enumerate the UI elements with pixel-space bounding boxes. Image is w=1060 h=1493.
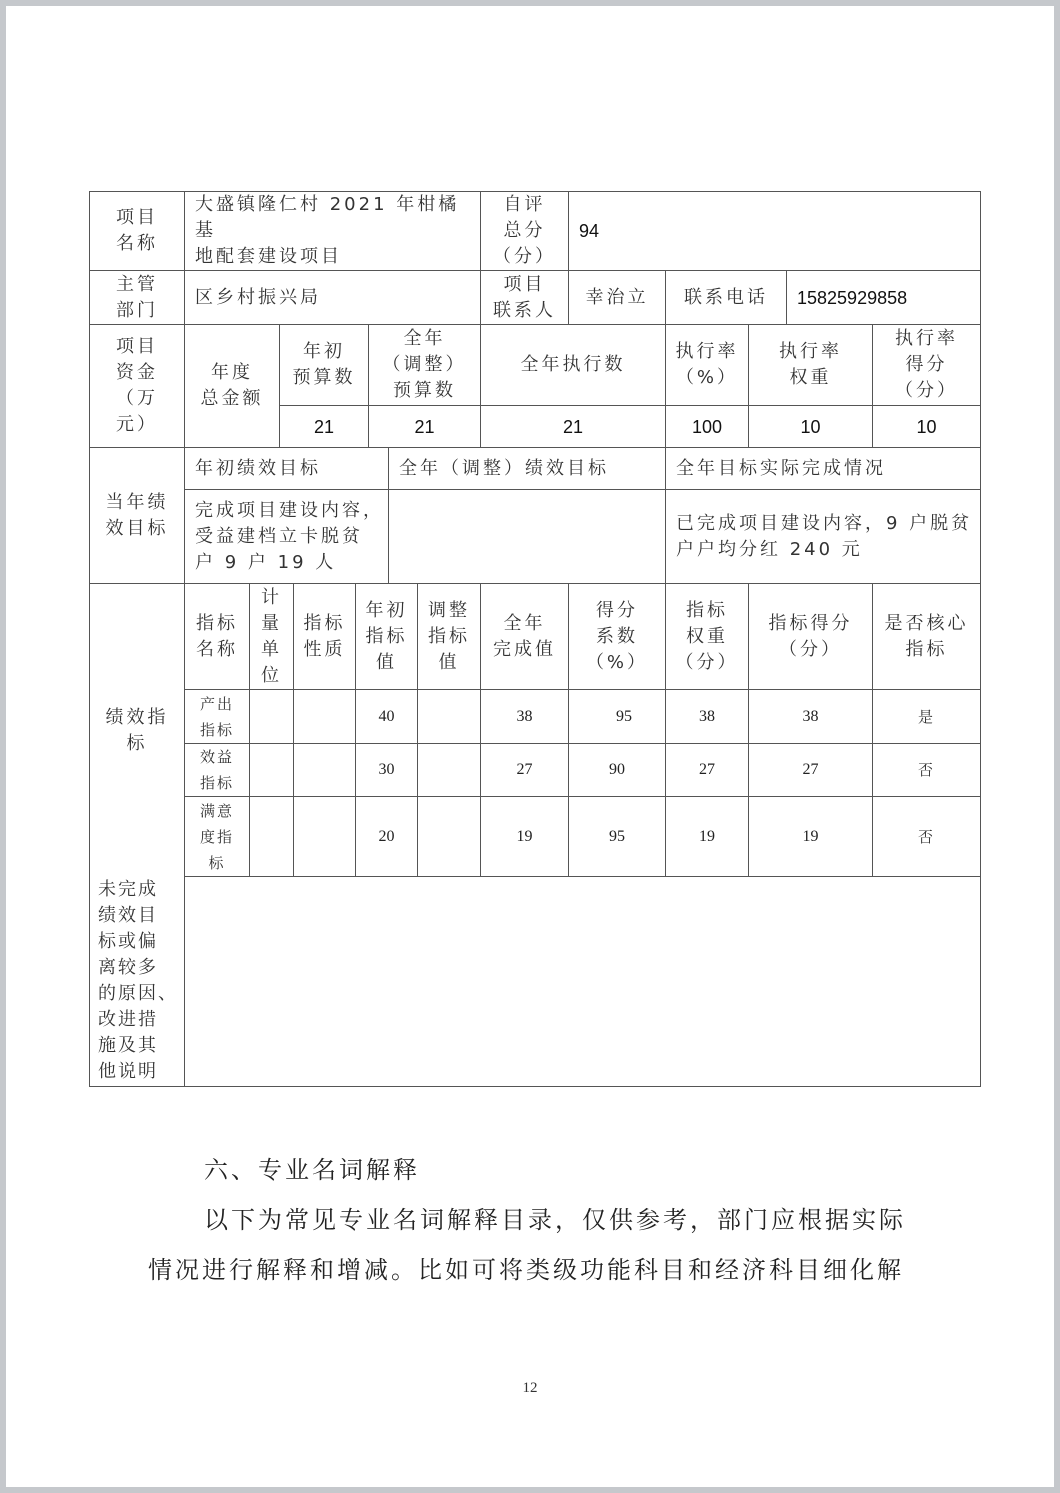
ind-row-adjusted: [417, 689, 481, 744]
dept-label: 主管 部门: [89, 270, 185, 325]
ind-header-adjusted: 调整 指标 值: [417, 583, 481, 690]
funds-header-initial: 年初 预算数: [279, 324, 369, 406]
ind-row-weight: 27: [665, 743, 749, 797]
self-score-value: 94: [568, 191, 981, 271]
funds-value-adjusted: 21: [368, 405, 481, 448]
ind-row-adjusted: [417, 743, 481, 797]
funds-value-weight: 10: [748, 405, 873, 448]
ind-row-weight: 38: [665, 689, 749, 744]
ind-header-score: 指标得分 （分）: [748, 583, 873, 690]
goals-actual-label: 全年目标实际完成情况: [665, 447, 981, 490]
remarks-value: [184, 876, 981, 1087]
ind-header-unit: 计 量 单 位: [249, 583, 294, 690]
phone-value: 15825929858: [786, 270, 981, 325]
ind-row-adjusted: [417, 796, 481, 877]
funds-value-rate: 100: [665, 405, 749, 448]
ind-header-initial: 年初 指标 值: [355, 583, 418, 690]
ind-row-coef: 95: [568, 796, 666, 877]
ind-header-core: 是否核心 指标: [872, 583, 981, 690]
funds-header-rate: 执行率 （%）: [665, 324, 749, 406]
ind-row-score: 27: [748, 743, 873, 797]
ind-row-completed: 19: [480, 796, 569, 877]
page-number: 12: [522, 1380, 538, 1396]
ind-row-unit: [249, 796, 294, 877]
ind-row-weight: 19: [665, 796, 749, 877]
funds-header-adjusted: 全年 （调整） 预算数: [368, 324, 481, 406]
funds-label: 项目 资金 （万 元）: [89, 324, 185, 448]
ind-row-completed: 38: [480, 689, 569, 744]
goals-initial-value: 完成项目建设内容， 受益建档立卡脱贫 户 9 户 19 人: [184, 489, 389, 584]
funds-header-score: 执行率 得分 （分）: [872, 324, 981, 406]
ind-row-core: 否: [872, 743, 981, 797]
ind-row-nature: [293, 743, 356, 797]
ind-row-core: 否: [872, 796, 981, 877]
ind-row-core: 是: [872, 689, 981, 744]
project-name-value: 大盛镇隆仁村 2021 年柑橘基 地配套建设项目: [184, 191, 481, 271]
ind-header-completed: 全年 完成值: [480, 583, 569, 690]
goals-adjusted-label: 全年（调整）绩效目标: [388, 447, 666, 490]
contact-label: 项目 联系人: [480, 270, 569, 325]
section-heading: 六、专业名词解释: [204, 1156, 420, 1184]
ind-header-weight: 指标 权重 （分）: [665, 583, 749, 690]
dept-value: 区乡村振兴局: [184, 270, 481, 325]
goals-adjusted-value: [388, 489, 666, 584]
ind-row-name: 效益 指标: [184, 743, 250, 797]
self-score-label: 自评 总分 （分）: [480, 191, 569, 271]
ind-row-unit: [249, 689, 294, 744]
funds-value-initial: 21: [279, 405, 369, 448]
indicators-label: 绩效指 标: [89, 583, 185, 877]
funds-value-score: 10: [872, 405, 981, 448]
ind-row-name: 满意 度指 标: [184, 796, 250, 877]
ind-row-initial: 40: [355, 689, 418, 744]
ind-row-score: 19: [748, 796, 873, 877]
project-name-label: 项目 名称: [89, 191, 185, 271]
goals-actual-value: 已完成项目建设内容，9 户脱贫 户户均分红 240 元: [665, 489, 981, 584]
ind-row-unit: [249, 743, 294, 797]
ind-row-coef: 90: [568, 743, 666, 797]
ind-row-initial: 30: [355, 743, 418, 797]
section-paragraph-line-2: 情况进行解释和增减。比如可将类级功能科目和经济科目细化解: [148, 1256, 904, 1284]
goals-initial-label: 年初绩效目标: [184, 447, 389, 490]
ind-header-name: 指标 名称: [184, 583, 250, 690]
ind-row-initial: 20: [355, 796, 418, 877]
funds-value-executed: 21: [480, 405, 666, 448]
funds-header-executed: 全年执行数: [480, 324, 666, 406]
ind-row-completed: 27: [480, 743, 569, 797]
section-paragraph-line-1: 以下为常见专业名词解释目录，仅供参考，部门应根据实际: [204, 1206, 906, 1234]
ind-row-coef: 95: [568, 689, 666, 744]
ind-header-coef: 得分 系数 （%）: [568, 583, 666, 690]
funds-total-label: 年度 总金额: [184, 324, 280, 448]
ind-row-name: 产出 指标: [184, 689, 250, 744]
ind-row-nature: [293, 796, 356, 877]
phone-label: 联系电话: [665, 270, 787, 325]
contact-value: 幸治立: [568, 270, 666, 325]
ind-row-nature: [293, 689, 356, 744]
goals-label: 当年绩 效目标: [89, 447, 185, 584]
ind-row-score: 38: [748, 689, 873, 744]
performance-table: [89, 191, 981, 1087]
funds-header-weight: 执行率 权重: [748, 324, 873, 406]
remarks-label: 未完成 绩效目 标或偏 离较多 的原因、 改进措 施及其 他说明: [89, 876, 185, 1087]
ind-header-nature: 指标 性质: [293, 583, 356, 690]
